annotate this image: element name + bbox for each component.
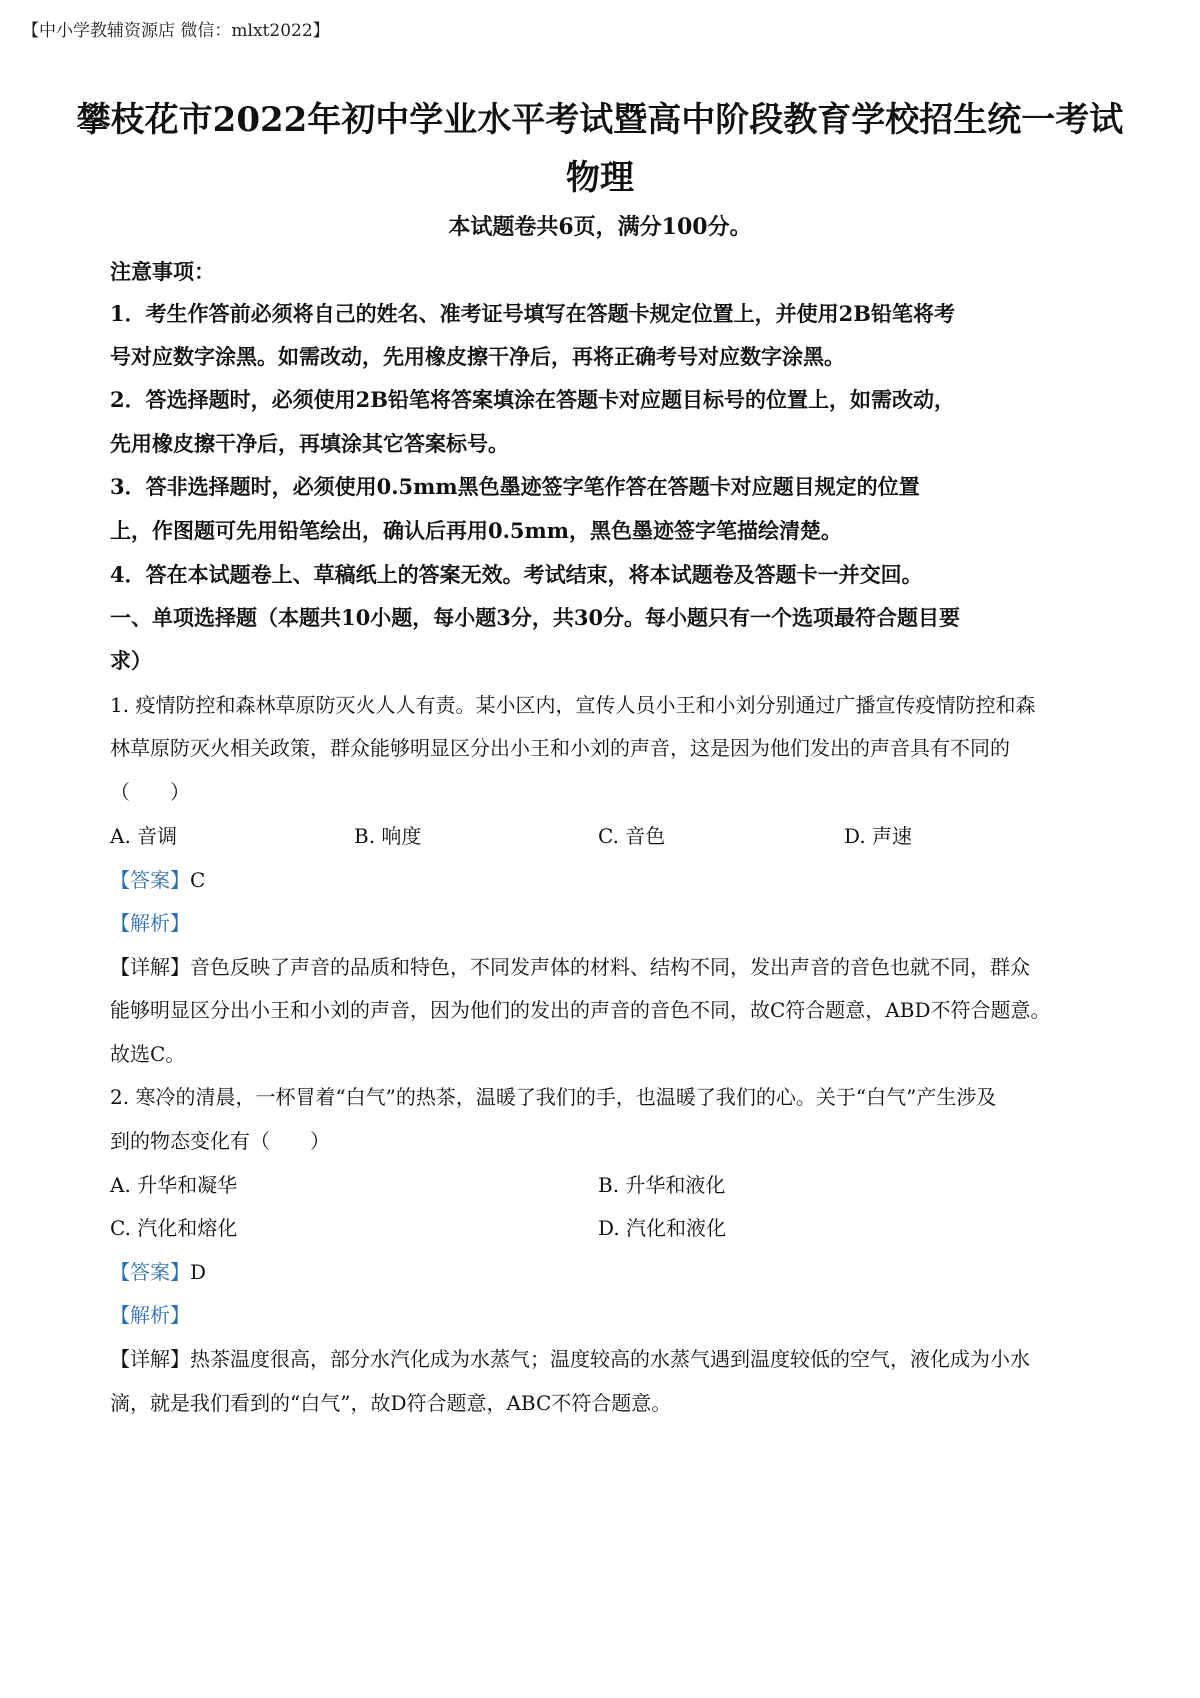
section-heading-cont: 求） bbox=[110, 648, 152, 673]
subject-title: 物理 bbox=[566, 158, 634, 198]
answer-value: C bbox=[190, 868, 206, 892]
notice-line: 上，作图题可先用铅笔绘出，确认后再用0.5mm，黑色墨迹签字笔描绘清楚。 bbox=[110, 518, 842, 543]
question-1-option-d: D. 声速 bbox=[844, 824, 913, 848]
question-1-answer bbox=[110, 864, 205, 893]
question-1-detail: 故选C。 bbox=[110, 1042, 186, 1066]
question-1-detail: 能够明显区分出小王和小刘的声音，因为他们的发出的声音的音色不同，故C符合题意，ABD不符合题意。 bbox=[110, 998, 1051, 1022]
answer-label: 【答案】 bbox=[110, 868, 190, 892]
question-1-analysis-label: 【解析】 bbox=[110, 911, 190, 935]
question-1-option-c: C. 音色 bbox=[598, 824, 666, 848]
question-1-option-a: A. 音调 bbox=[110, 824, 178, 848]
question-1-option-b: B. 响度 bbox=[354, 824, 422, 848]
notice-line: 2．答选择题时，必须使用2B铅笔将答案填涂在答题卡对应题目标号的位置上，如需改动， bbox=[110, 387, 955, 412]
answer-label: 【答案】 bbox=[110, 1260, 190, 1284]
question-2-answer bbox=[110, 1256, 206, 1285]
notice-line: 4．答在本试题卷上、草稿纸上的答案无效。考试结束，将本试题卷及答题卡一并交回。 bbox=[110, 562, 923, 587]
question-1-blank: （ ） bbox=[110, 780, 190, 804]
question-2-detail: 【详解】热茶温度很高，部分水汽化成为水蒸气；温度较高的水蒸气遇到温度较低的空气，液化成为小水 bbox=[110, 1347, 1030, 1371]
notice-line: 3．答非选择题时，必须使用0.5mm黑色墨迹签字笔作答在答题卡对应题目规定的位置 bbox=[110, 474, 920, 499]
notice-heading: 注意事项： bbox=[110, 259, 215, 284]
section-heading: 一、单项选择题（本题共10小题，每小题3分，共30分。每小题只有一个选项最符合题目要 bbox=[110, 605, 961, 630]
notice-line: 先用橡皮擦干净后，再填涂其它答案标号。 bbox=[110, 431, 509, 456]
exam-subtitle: 本试题卷共6页，满分100分。 bbox=[448, 214, 752, 240]
watermark-text: 【中小学教辅资源店 微信：mlxt2022】 bbox=[22, 21, 330, 41]
question-1-text: 林草原防灭火相关政策，群众能够明显区分出小王和小刘的声音，这是因为他们发出的声音具有不同的 bbox=[110, 736, 1010, 760]
question-1-text: 1. 疫情防控和森林草原防灭火人人有责。某小区内，宣传人员小王和小刘分别通过广播宣传疫情防控和森 bbox=[110, 693, 1036, 717]
question-2-option-a: A. 升华和凝华 bbox=[110, 1173, 238, 1197]
question-2-option-c: C. 汽化和熔化 bbox=[110, 1216, 238, 1240]
exam-title: 攀枝花市2022年初中学业水平考试暨高中阶段教育学校招生统一考试 bbox=[76, 100, 1124, 140]
notice-line: 号对应数字涂黑。如需改动，先用橡皮擦干净后，再将正确考号对应数字涂黑。 bbox=[110, 344, 845, 369]
question-1-detail: 【详解】音色反映了声音的品质和特色，不同发声体的材料、结构不同，发出声音的音色也就不同，群众 bbox=[110, 955, 1030, 979]
question-2-text: 到的物态变化有（ ） bbox=[110, 1129, 330, 1153]
notice-line: 1．考生作答前必须将自己的姓名、准考证号填写在答题卡规定位置上，并使用2B铅笔将考 bbox=[110, 301, 955, 326]
question-2-analysis-label: 【解析】 bbox=[110, 1303, 190, 1327]
answer-value: D bbox=[190, 1260, 207, 1284]
question-2-option-d: D. 汽化和液化 bbox=[598, 1216, 727, 1240]
question-2-text: 2. 寒冷的清晨，一杯冒着“白气”的热茶，温暖了我们的手，也温暖了我们的心。关于“白气”产生涉及 bbox=[110, 1085, 997, 1109]
question-2-detail: 滴，就是我们看到的“白气”，故D符合题意，ABC不符合题意。 bbox=[110, 1391, 672, 1415]
question-2-option-b: B. 升华和液化 bbox=[598, 1173, 726, 1197]
